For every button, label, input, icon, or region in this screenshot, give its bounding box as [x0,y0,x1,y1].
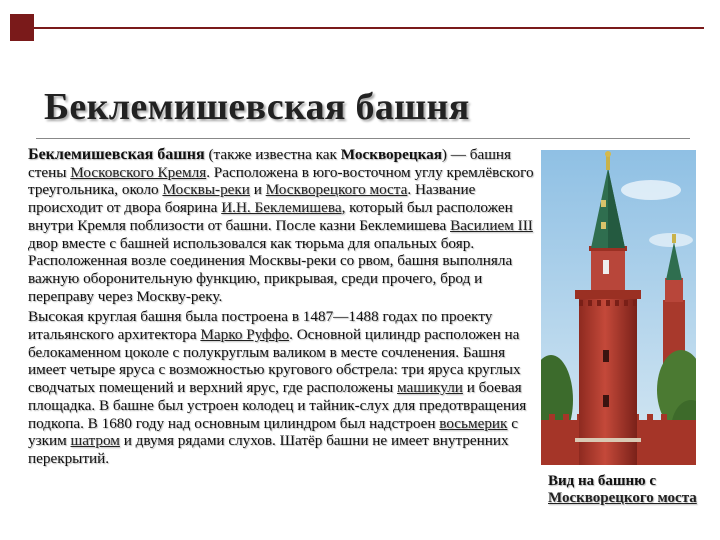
link-beklemishev[interactable]: И.Н. Беклемишева [221,199,342,217]
link-caption-bridge[interactable]: Москворецкого моста [548,490,697,506]
accent-line [34,27,704,29]
text-run: Высокая круглая башня была построена в 1487—1488 годах по проекту итальянского архитектора [28,308,493,344]
tower-illustration [541,150,696,465]
link-moscow-kremlin[interactable]: Московского Кремля [70,163,207,181]
text-run: с узким [28,414,518,450]
paragraph-2 [28,308,538,467]
slide-title: Беклемишевская башня [44,86,470,128]
text-run: двор вместе с башней использовался как тюрьма для опальных бояр. Расположенная возле соединения Москвы-реки со рвом, башня выполняла важную оборонительную функцию, прикрывая, среди прочего, брод и переправу через Москву-реку. [28,234,513,305]
text-run: . Название происходит от двора боярина [28,181,476,217]
text-run: и боевая площадка. В башне был устроен колодец и тайник-слух для предотвращения подкопа. В 1680 году над основным цилиндром был надстроен [28,379,527,432]
text-run: ) — башня стены [28,146,512,181]
link-marco-ruffo[interactable]: Марко Руффо [200,326,290,344]
link-octagon[interactable]: восьмерик [439,414,508,432]
alt-name-bold: Москворецкая [340,146,442,163]
text-run: . Основной цилиндр расположен на белокаменном цоколе с полукруглым валиком в месте сочленения. Башня имеет четыре яруса с возможностью кругового обстрела: три яруса круглых сводчатых помещений и верхний ярус, где расположены [28,326,521,397]
paragraph-1 [28,146,538,305]
link-tent-roof[interactable]: шатром [70,432,120,450]
text-run: и двумя рядами слухов. Шатёр башни не имеет внутренних перекрытий. [28,432,509,467]
text-run: и [249,181,266,199]
text-run: . Расположена в юго-восточном углу кремлёвского треугольника, около [28,163,534,199]
title-divider [36,138,690,139]
link-moscow-river[interactable]: Москвы-реки [162,181,250,199]
decorative-header-bars [0,14,720,42]
link-machicolations[interactable]: машикули [397,379,463,397]
text-run: , который был расположен внутри Кремля поблизости от башни. После казни Беклемишева [28,199,513,234]
photo-caption [548,473,708,507]
text-run: (также известна как [204,146,341,163]
tower-photo [541,150,696,465]
accent-square [10,14,34,41]
term-bold: Беклемишевская башня [28,146,205,163]
link-moskvoretsky-bridge[interactable]: Москворецкого моста [265,181,408,199]
link-vasily-iii[interactable]: Василием III [450,216,533,234]
caption-text: Вид на башню с [548,473,657,489]
body-text [28,146,538,471]
